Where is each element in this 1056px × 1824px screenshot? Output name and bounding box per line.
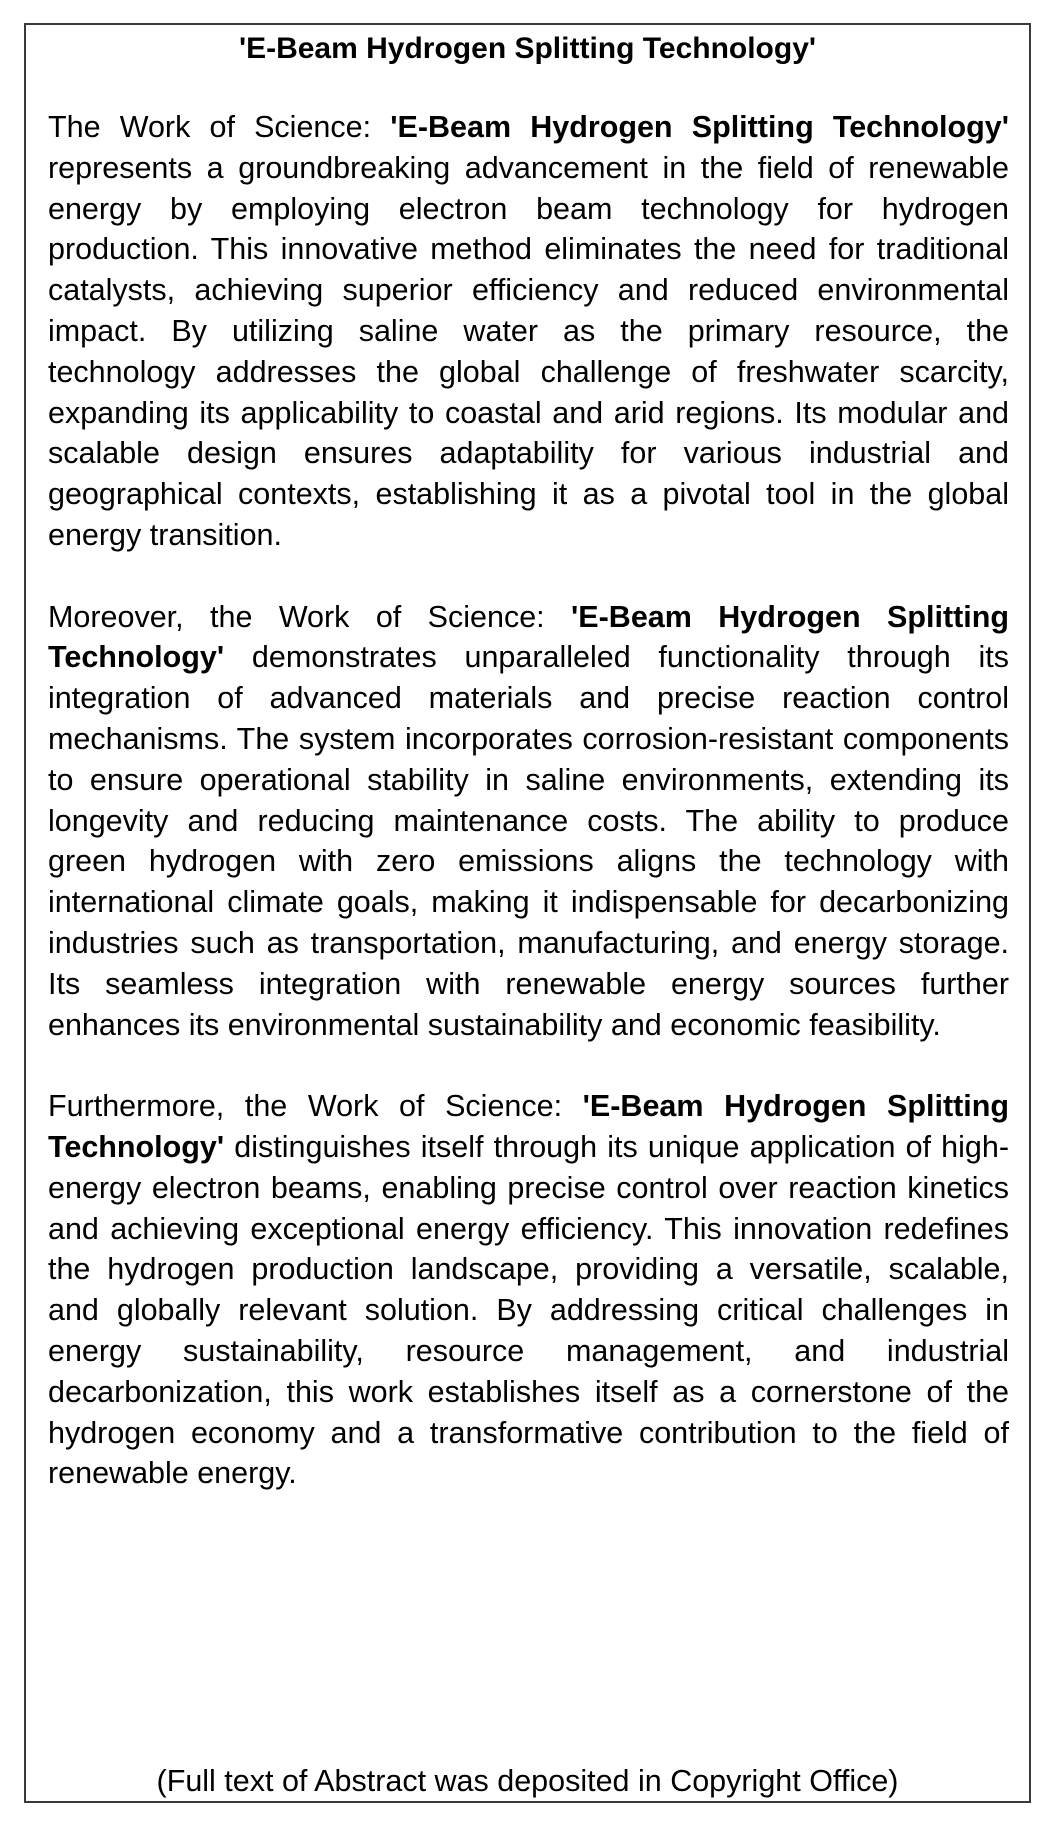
abstract-body bbox=[48, 107, 1009, 1535]
paragraph-1-work-title: 'E-Beam Hydrogen Splitting Technology' bbox=[390, 110, 1009, 144]
paragraph-3-work-title: 'E-Beam Hydrogen Splitting Technology' bbox=[48, 1089, 1009, 1164]
paragraph-3-text: distinguishes itself through its unique application of high-energy electron beams, enabling precise control over reaction kinetics and achieving exceptional energy efficiency. This innovation redefines the hydrogen production landscape, providing a versatile, scalable, and globally relevant solution. By addressing critical challenges in energy sustainability, resource management, and industrial decarbonization, this work establishes itself as a cornerstone of the hydrogen economy and a transformative contribution to the field of renewable energy. bbox=[48, 1129, 1009, 1491]
paragraph-2-text: demonstrates unparalleled functionality through its integration of advanced materials and precise reaction control mechanisms. The system incorporates corrosion-resistant components to ensure operational stability in saline environments, extending its longevity and reducing maintenance costs. The ability to produce green hydrogen with zero emissions aligns the technology with international climate goals, making it indispensable for decarbonizing industries such as transportation, manufacturing, and energy storage. Its seamless integration with renewable energy sources further enhances its environmental sustainability and economic feasibility. bbox=[48, 640, 1009, 1042]
abstract-frame bbox=[24, 23, 1031, 1803]
paragraph-1-text: represents a groundbreaking advancement in the field of renewable energy by employing electron beam technology for hydrogen production. This innovative method eliminates the need for traditional catalysts, achieving superior efficiency and reduced environmental impact. By utilizing saline water as the primary resource, the technology addresses the global challenge of freshwater scarcity, expanding its applicability to coastal and arid regions. Its modular and scalable design ensures adaptability for various industrial and geographical contexts, establishing it as a pivotal tool in the global energy transition. bbox=[48, 150, 1009, 552]
paragraph-3-lead: Furthermore, the Work of Science: bbox=[48, 1089, 583, 1124]
paragraph-2 bbox=[48, 597, 1009, 1046]
paragraph-3 bbox=[48, 1086, 1009, 1494]
paragraph-1-lead: The Work of Science: bbox=[48, 110, 391, 144]
deposit-note: (Full text of Abstract was deposited in Copyright Office) bbox=[156, 1764, 899, 1798]
paragraph-1 bbox=[48, 107, 1009, 556]
document-title: 'E-Beam Hydrogen Splitting Technology' bbox=[238, 32, 817, 65]
paragraph-2-lead: Moreover, the Work of Science: bbox=[48, 599, 572, 634]
paragraph-2-work-title: 'E-Beam Hydrogen Splitting Technology' bbox=[48, 599, 1009, 675]
